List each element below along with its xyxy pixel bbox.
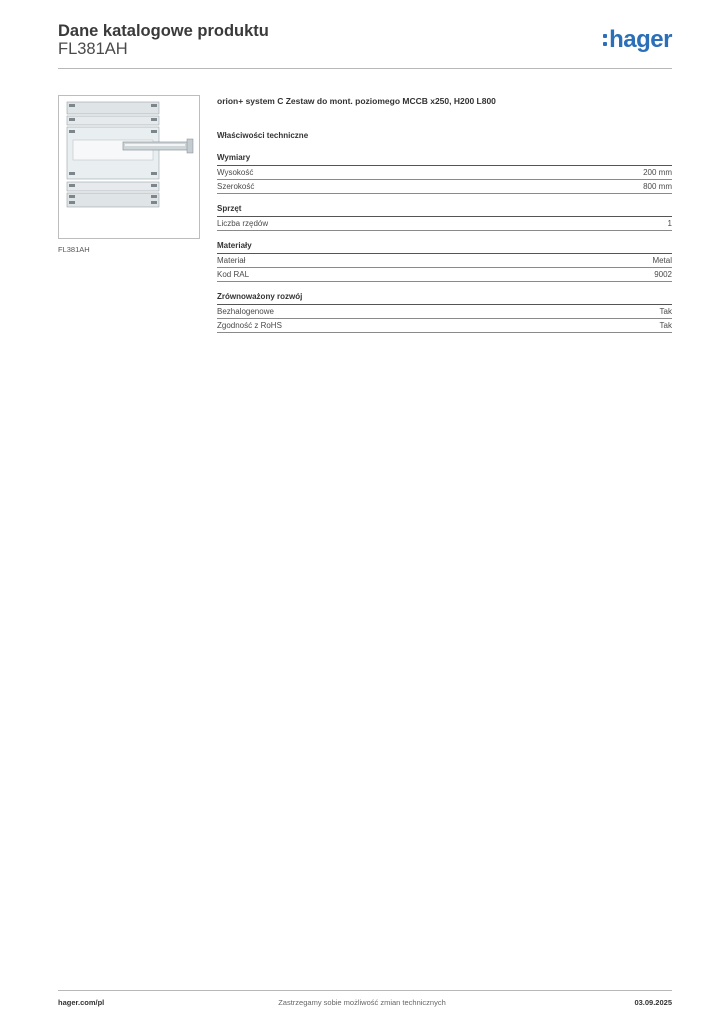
row-label: Zgodność z RoHS	[217, 321, 282, 330]
mounting-kit-illustration-icon	[59, 96, 199, 238]
row-label: Szerokość	[217, 182, 255, 191]
footer-date: 03.09.2025	[634, 998, 672, 1007]
table-row	[217, 305, 672, 319]
header-divider	[58, 68, 672, 69]
row-label: Bezhalogenowe	[217, 307, 274, 316]
product-image	[58, 95, 200, 239]
logo-text: hager	[609, 26, 672, 53]
footer-disclaimer: Zastrzegamy sobie możliwość zmian technicznych	[278, 998, 446, 1007]
table-row	[217, 254, 672, 268]
table-row	[217, 166, 672, 180]
table-row	[217, 180, 672, 194]
row-value: 800 mm	[643, 182, 672, 191]
group-title: Materiały	[217, 241, 672, 254]
table-row	[217, 319, 672, 333]
row-value: 200 mm	[643, 168, 672, 177]
image-caption: FL381AH	[58, 245, 90, 254]
row-label: Kod RAL	[217, 270, 250, 279]
tech-properties-heading: Właściwości techniczne	[217, 131, 309, 140]
group-title: Wymiary	[217, 153, 672, 166]
row-value: Tak	[659, 307, 672, 316]
product-name: orion+ system C Zestaw do mont. poziomego MCCB x250, H200 L800	[217, 96, 496, 106]
row-value: 1	[667, 219, 672, 228]
row-value: 9002	[654, 270, 672, 279]
group-sustainability	[217, 292, 672, 333]
document-title: Dane katalogowe produktu	[58, 22, 269, 40]
header	[58, 20, 672, 68]
product-details	[217, 96, 672, 333]
table-row	[217, 217, 672, 231]
row-label: Materiał	[217, 256, 246, 265]
group-title: Sprzęt	[217, 204, 672, 217]
row-label: Wysokość	[217, 168, 254, 177]
footer-divider	[58, 990, 672, 991]
group-title: Zrównoważony rozwój	[217, 292, 672, 305]
group-equipment	[217, 204, 672, 231]
logo-dots-icon	[603, 34, 607, 46]
row-label: Liczba rzędów	[217, 219, 269, 228]
row-value: Metal	[652, 256, 672, 265]
footer-website-link[interactable]: hager.com/pl	[58, 998, 105, 1007]
hager-logo	[603, 28, 672, 52]
row-value: Tak	[659, 321, 672, 330]
product-code: FL381AH	[58, 40, 128, 58]
group-materials	[217, 241, 672, 282]
group-dimensions	[217, 153, 672, 194]
table-row	[217, 268, 672, 282]
